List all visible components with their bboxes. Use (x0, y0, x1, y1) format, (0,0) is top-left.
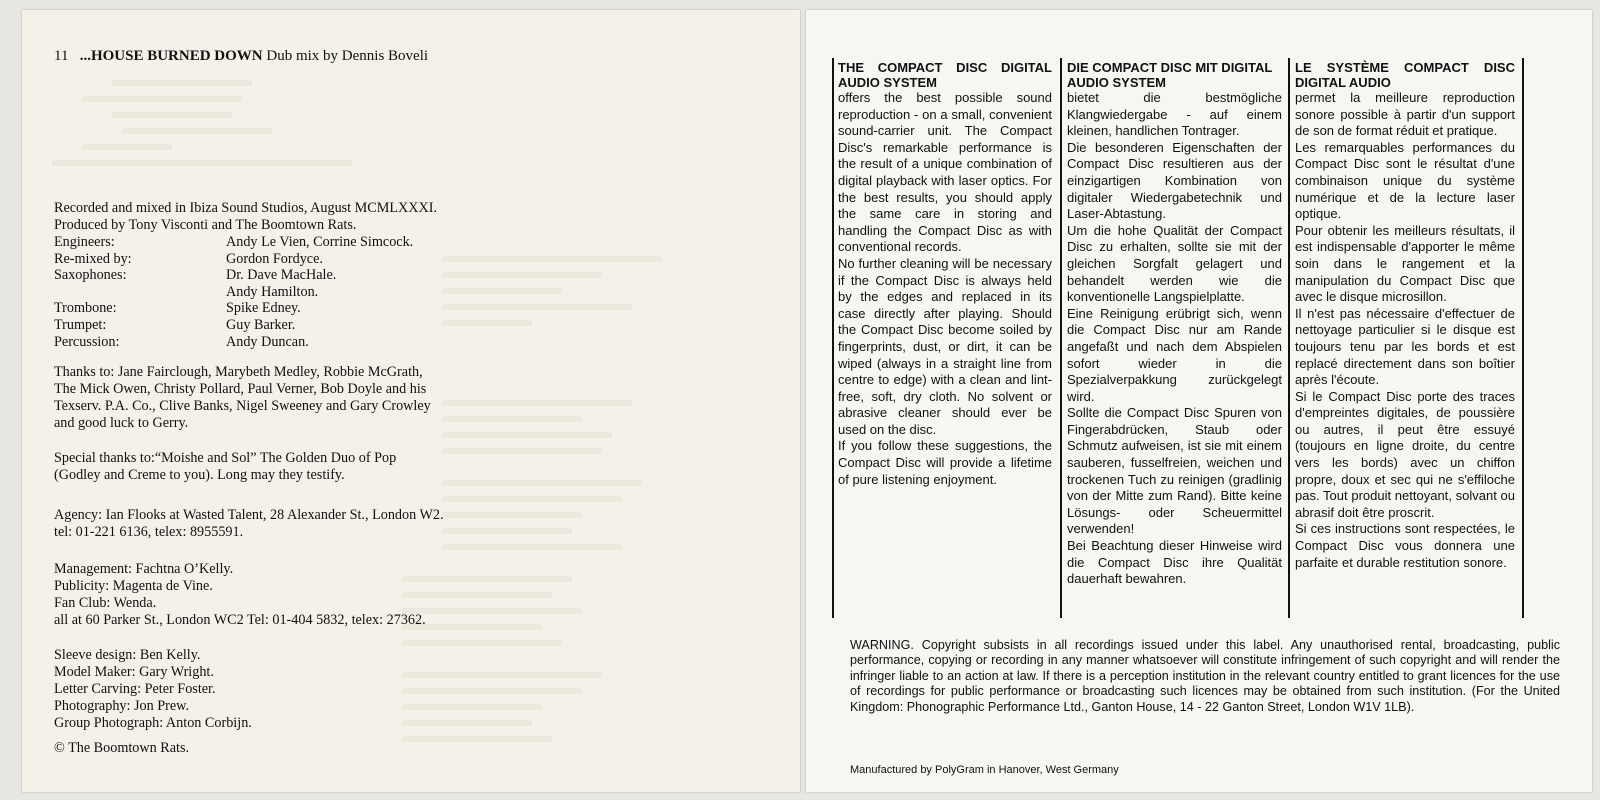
thanks-line: The Mick Owen, Christy Pollard, Paul Verner, Bob Doyle and his (54, 381, 427, 397)
page-number: 11 (54, 48, 69, 64)
show-through-line (52, 160, 352, 166)
thanks-line: and good luck to Gerry. (54, 415, 189, 431)
credit-role: Trumpet: (54, 316, 107, 333)
produced-line: Produced by Tony Visconti and The Boomtown Rats. (54, 217, 357, 233)
management-line: all at 60 Parker St., London WC2 Tel: 01-404 5832, telex: 27362. (54, 612, 426, 628)
design-line: Photography: Jon Prew. (54, 698, 190, 714)
recording-info (54, 200, 774, 234)
show-through-line (442, 288, 562, 294)
thanks-line: Texserv. P.A. Co., Clive Banks, Nigel Sweeney and Gary Crowley (54, 398, 431, 414)
show-through-line (442, 432, 612, 438)
design-line: Sleeve design: Ben Kelly. (54, 647, 201, 663)
copyright-warning: WARNING. Copyright subsists in all recordings issued under this label. Any unauthorised rental, broadcasting, public performance, copying or recording in any manner whatsoever will constitute infringement of such copyright and will render the infringer liable to an action at law. If there is a perception institution in the relevant country entitled to grant licences for the use of recordings for public performance or broadcasting such licences may be obtained from such institution. (For the United Kingdom: Phonographic Performance Ltd., Ganton House, 14 - 22 Ganton Street, London W1V 1LB). (850, 638, 1560, 714)
french-paragraph: Si le Compact Disc porte des traces d'empreintes digitales, de poussière ou autres, il peut être essuyé (toujours en ligne droite, du centre vers les bords) avec un chiffon propre, doux et sec qui ne s'effiloche pas. Tout produit nettoyant, solvant ou abrasif doit être proscrit. (1295, 388, 1515, 520)
english-paragraph: If you follow these suggestions, the Compact Disc will provide a lifetime of pure listening enjoyment. (838, 438, 1052, 487)
french-paragraph: Pour obtenir les meilleurs résultats, il est indispensable d'apporter le même soin dans le rangement et la manipulation du Compact Disc que avec le disque microsillon. (1295, 222, 1515, 305)
credit-row (54, 267, 413, 284)
show-through-line (442, 304, 632, 310)
design-credits-paragraph (54, 647, 774, 732)
copyright-text: © The Boomtown Rats. (54, 740, 190, 756)
management-paragraph (54, 561, 774, 629)
credit-role: Re-mixed by: (54, 250, 132, 267)
english-column (838, 60, 1052, 488)
show-through-line (82, 96, 242, 102)
credit-row (54, 234, 413, 251)
german-paragraph: Um die hohe Qualität der Compact Disc zu erhalten, sollte sie mit der gleichen Sorgfalt gelagert und behandelt werden wie die konventionelle Langspielplatte. (1067, 222, 1282, 305)
german-paragraph: Bei Beachtung dieser Hinweise wird die Compact Disc ihre Qualität dauerhaft bewahren. (1067, 538, 1282, 587)
agency-line: tel: 01-221 6136, telex: 8955591. (54, 524, 244, 540)
credit-role: Saxophones: (54, 267, 127, 284)
agency-line: Agency: Ian Flooks at Wasted Talent, 28 Alexander St., London W2. (54, 507, 444, 523)
credit-row (54, 251, 413, 268)
credit-names: Spike Edney. (226, 300, 301, 317)
thanks-line: Thanks to: Jane Fairclough, Marybeth Medley, Robbie McGrath, (54, 364, 423, 380)
show-through-line (442, 272, 602, 278)
show-through-line (442, 496, 622, 502)
german-paragraph: Sollte die Compact Disc Spuren von Fingerabdrücken, Staub oder Schmutz aufweisen, ist sie mit einem sauberen, fusselfreien, weichen und trockenen Tuch zu reinigen (gradlinig von der Mitte zum Rand). Bitte keine Lösungs- oder Scheuermittel verwenden! (1067, 405, 1282, 537)
copyright-line (54, 740, 774, 757)
english-paragraph: No further cleaning will be necessary if the Compact Disc is always held by the edges and replaced in its case directly after playing. Should the Compact Disc become soiled by fingerprints, dust, or dirt, it can be wiped (always in a straight line from centre to edge) with a clean and lint-free, soft, dry cloth. No solvent or abrasive cleaner should ever be used on the disc. (838, 255, 1052, 437)
credit-role (54, 284, 226, 301)
english-heading-1: THE COMPACT DISC DIGITAL (838, 60, 1052, 75)
german-paragraph: Eine Reinigung erübrigt sich, wenn die Compact Disc nur am Rande angefaßt und nach dem Abspielen sofort wieder in die Spezialverpakkung zurückgelegt wird. (1067, 305, 1282, 404)
credit-names: Andy Le Vien, Corrine Simcock. (226, 234, 414, 250)
show-through-line (442, 320, 532, 326)
special-thanks-paragraph (54, 450, 774, 484)
french-column (1295, 60, 1515, 571)
show-through-line (442, 256, 662, 262)
credit-row (54, 334, 413, 351)
management-line: Fan Club: Wenda. (54, 595, 157, 611)
song-title-row (54, 48, 428, 65)
left-booklet-page (22, 10, 800, 792)
special-thanks-line: Special thanks to:“Moishe and Sol” The Golden Duo of Pop (54, 450, 397, 466)
design-line: Group Photograph: Anton Corbijn. (54, 715, 252, 731)
show-through-line (402, 640, 562, 646)
credit-row (54, 284, 413, 301)
french-paragraph: Les remarquables performances du Compact Disc sont le résultat d'une combinaison unique du système numérique et de la lecture laser optique. (1295, 139, 1515, 222)
special-thanks-line: (Godley and Creme to you). Long may they testify. (54, 467, 345, 483)
credit-names: Gordon Fordyce. (226, 250, 323, 267)
german-paragraph: Die besonderen Eigenschaften der Compact Disc resultieren aus der einzigartigen Kombination von digitaler Wiedergabetechnik und Laser-Abtastung. (1067, 139, 1282, 222)
french-heading-1: LE SYSTÈME COMPACT DISC (1295, 60, 1515, 75)
credit-row (54, 317, 413, 334)
credit-role: Engineers: (54, 234, 115, 250)
credit-row (54, 300, 413, 317)
column-rule (832, 58, 834, 618)
song-subtitle: Dub mix by Dennis Boveli (266, 48, 429, 64)
german-paragraph: bietet die bestmögliche Klangwiedergabe - auf einem kleinen, handlichen Tontrager. (1067, 90, 1282, 139)
column-rule (1060, 58, 1062, 618)
credit-names: Dr. Dave MacHale. (226, 267, 337, 284)
french-paragraph: permet la meilleure reproduction sonore possible à partir d'un support de son de format réduit et pratique. (1295, 90, 1515, 139)
german-column (1067, 60, 1282, 588)
column-rule (1522, 58, 1524, 618)
show-through-line (112, 80, 252, 86)
agency-paragraph (54, 507, 774, 541)
credit-role: Percussion: (54, 333, 120, 350)
manufacturer-note: Manufactured by PolyGram in Hanover, West Germany (850, 764, 1119, 776)
german-heading-1: DIE COMPACT DISC MIT DIGITAL (1067, 60, 1273, 75)
german-heading-2: AUDIO SYSTEM (1067, 75, 1166, 90)
thanks-paragraph (54, 364, 774, 432)
song-title: ...HOUSE BURNED DOWN (79, 48, 263, 64)
management-line: Management: Fachtna O’Kelly. (54, 561, 234, 577)
design-line: Letter Carving: Peter Foster. (54, 681, 216, 697)
show-through-line (442, 544, 622, 550)
show-through-line (122, 128, 272, 134)
column-rule (1288, 58, 1290, 618)
credit-role: Trombone: (54, 300, 117, 317)
credit-names: Andy Duncan. (226, 333, 309, 350)
show-through-line (82, 144, 172, 150)
recorded-line: Recorded and mixed in Ibiza Sound Studios, August MCMLXXXI. (54, 200, 438, 216)
french-paragraph: Si ces instructions sont respectées, le Compact Disc vous donnera une parfaite et durable restitution sonore. (1295, 521, 1515, 570)
french-paragraph: Il n'est pas nécessaire d'effectuer de nettoyage particulier si le disque est toujours tenu par les bords et est replacé directement dans son boîtier après l'écoute. (1295, 305, 1515, 388)
credits-list (54, 234, 413, 350)
english-paragraph: offers the best possible sound reproduction - on a small, convenient sound-carrier unit. The Compact Disc's remarkable performance is the result of a unique combination of digital playback with laser optics. For the best results, you should apply the same care in storing and handling the Compact Disc as with conventional records. (838, 90, 1052, 255)
show-through-line (112, 112, 232, 118)
management-line: Publicity: Magenta de Vine. (54, 578, 213, 594)
french-heading-2: DIGITAL AUDIO (1295, 75, 1391, 90)
credit-names: Andy Hamilton. (226, 283, 319, 300)
design-line: Model Maker: Gary Wright. (54, 664, 214, 680)
english-heading-2: AUDIO SYSTEM (838, 75, 937, 90)
credit-names: Guy Barker. (226, 316, 296, 333)
right-booklet-page (806, 10, 1592, 792)
